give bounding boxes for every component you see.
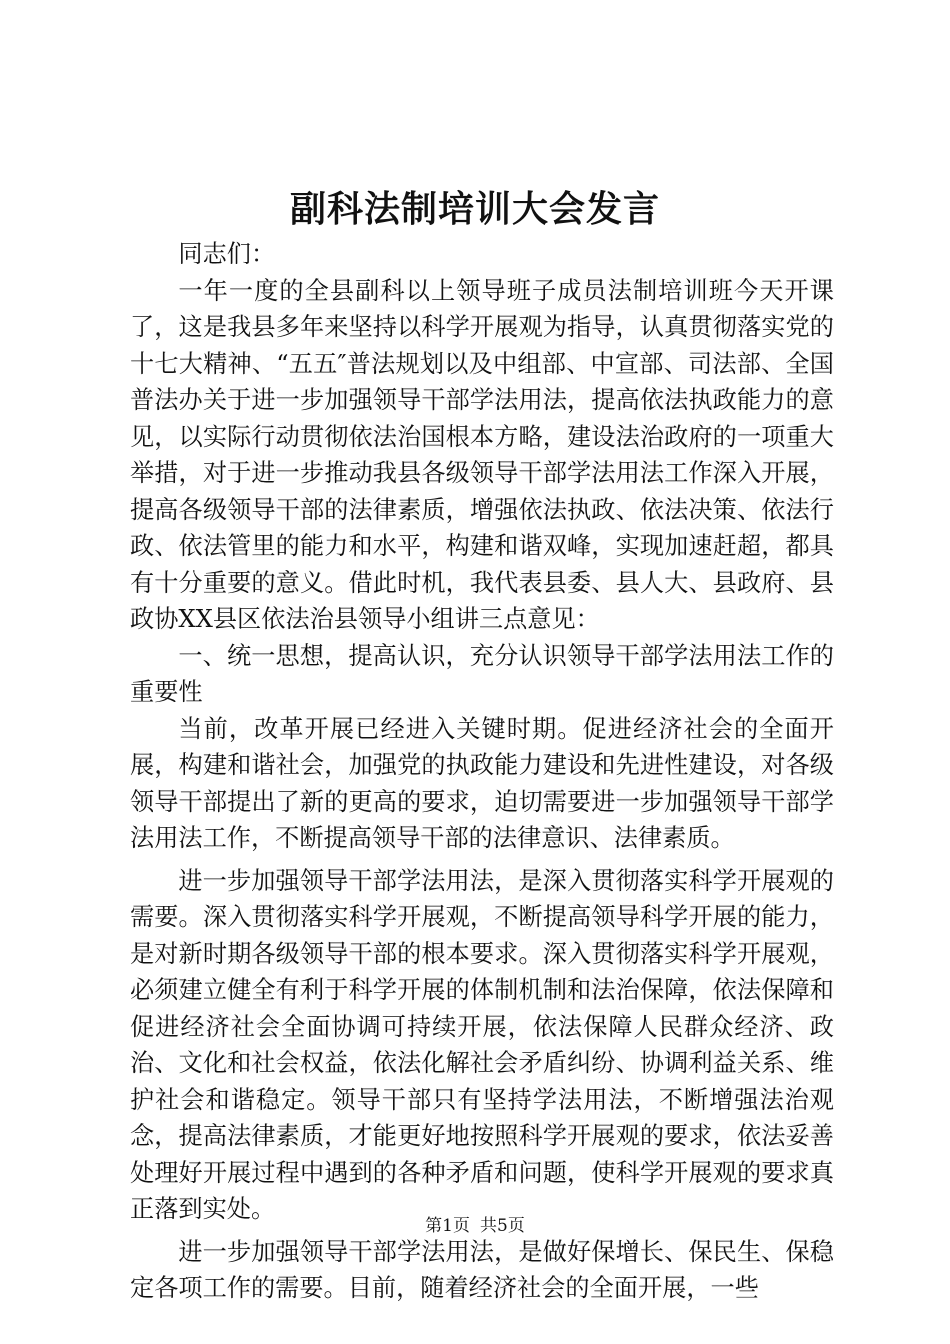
page-footer: [0, 1214, 950, 1238]
body-paragraph: 当前，改革开展已经进入关键时期。促进经济社会的全面开展，构建和谐社会，加强党的执政能力建设和先进性建设，对各级领导干部提出了新的更高的要求，迫切需要进一步加强领导干部学法用法工作，不断提高领导干部的法律意识、法律素质。: [130, 714, 834, 852]
page-number: 第1页: [425, 1216, 470, 1236]
body-paragraph: 进一步加强领导干部学法用法，是做好保增长、保民生、保稳定各项工作的需要。目前，随着经济社会的全面开展，一些: [130, 1237, 834, 1302]
document-body: [130, 236, 834, 1307]
body-paragraph: 进一步加强领导干部学法用法，是深入贯彻落实科学开展观的需要。深入贯彻落实科学开展观，不断提高领导科学开展的能力，是对新时期各级领导干部的根本要求。深入贯彻落实科学开展观，必须建立健全有利于科学开展的体制机制和法治保障，依法保障和促进经济社会全面协调可持续开展，依法保障人民群众经济、政治、文化和社会权益，依法化解社会矛盾纠纷、协调利益关系、维护社会和谐稳定。领导干部只有坚持学法用法，不断增强法治观念，提高法律素质，才能更好地按照科学开展观的要求，依法妥善处理好开展过程中遇到的各种矛盾和问题，使科学开展观的要求真正落到实处。: [130, 866, 834, 1223]
page-total: 共5页: [480, 1216, 525, 1236]
document-title: 副科法制培训大会发言: [289, 188, 660, 230]
intro-paragraph: 一年一度的全县副科以上领导班子成员法制培训班今天开课了，这是我县多年来坚持以科学开展观为指导，认真贯彻落实党的十七大精神、“五五″普法规划以及中组部、中宣部、司法部、全国普法办关于进一步加强领导干部学法用法，提高依法执政能力的意见，以实际行动贯彻依法治国根本方略，建设法治政府的一项重大举措，对于进一步推动我县各级领导干部学法用法工作深入开展，提高各级领导干部的法律素质，增强依法执政、依法决策、依法行政、依法管里的能力和水平，构建和谐双峰，实现加速赶超，都具有十分重要的意义。借此时机，我代表县委、县人大、县政府、县政协XX县区依法治县领导小组讲三点意见：: [130, 276, 834, 633]
salutation-paragraph: 同志们：: [178, 240, 276, 268]
section-heading: 一、统一思想，提高认识，充分认识领导干部学法用法工作的重要性: [130, 641, 834, 706]
